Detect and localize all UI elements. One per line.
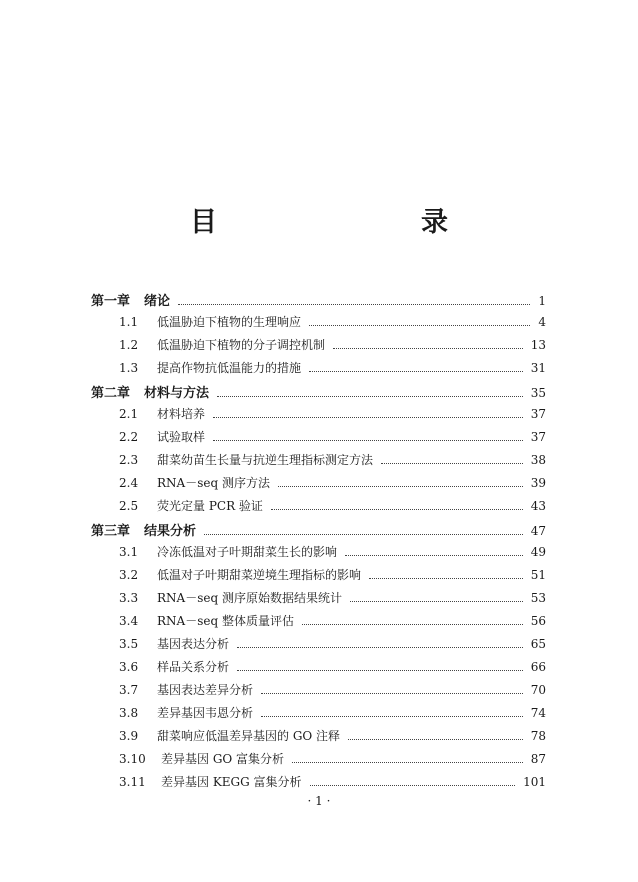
toc-entry-title: 基因表达差异分析 (157, 683, 254, 697)
toc-entry-page: 1 (538, 294, 546, 308)
toc-entry-number: 3.1 (119, 545, 139, 559)
toc-entry-page: 38 (530, 453, 546, 467)
toc-entry-title: 低温胁迫下植物的分子调控机制 (157, 338, 326, 352)
toc-entry-page: 53 (530, 591, 546, 605)
toc-section-row[interactable] (91, 474, 546, 497)
toc-entry-title: 样品关系分析 (157, 660, 230, 674)
toc-section-row[interactable] (91, 428, 546, 451)
toc-section-row[interactable] (91, 313, 546, 336)
toc-section-row[interactable] (91, 773, 546, 796)
toc-entry-number: 2.4 (119, 476, 139, 490)
toc-entry-number: 2.2 (119, 430, 139, 444)
toc-entry-number: 第二章 (91, 386, 131, 401)
toc-section-row[interactable] (91, 704, 546, 727)
toc-entry-title: 试验取样 (157, 430, 206, 444)
toc-entry-page: 31 (530, 361, 546, 375)
toc-entry-page: 65 (530, 637, 546, 651)
toc-entry-number: 3.10 (119, 752, 146, 766)
dot-leader (213, 440, 523, 441)
dot-leader (278, 486, 523, 487)
toc-entry-page: 49 (530, 545, 546, 559)
toc-section-row[interactable] (91, 658, 546, 681)
dot-leader (237, 670, 523, 671)
toc-entry-title: 绪论 (144, 294, 171, 309)
toc-entry-title: RNA－seq 测序原始数据结果统计 (157, 591, 342, 605)
toc-section-row[interactable] (91, 612, 546, 635)
toc-entry-number: 3.6 (119, 660, 139, 674)
toc-section-row[interactable] (91, 589, 546, 612)
dot-leader (345, 555, 523, 556)
dot-leader (261, 716, 523, 717)
toc-entry-page: 66 (530, 660, 546, 674)
toc-entry-number: 3.11 (119, 775, 146, 789)
toc-entry-title: 差异基因 KEGG 富集分析 (161, 775, 302, 789)
toc-entry-number: 3.7 (119, 683, 139, 697)
toc-entry-title: 甜菜幼苗生长量与抗逆生理指标测定方法 (157, 453, 374, 467)
toc-entry-title: 结果分析 (144, 524, 197, 539)
toc-section-row[interactable] (91, 543, 546, 566)
dot-leader (178, 304, 530, 305)
toc-section-row[interactable] (91, 635, 546, 658)
dot-leader (302, 624, 523, 625)
toc-chapter-row[interactable] (91, 382, 546, 405)
dot-leader (213, 417, 523, 418)
toc-entry-title: 提高作物抗低温能力的措施 (157, 361, 302, 375)
toc-entry-page: 4 (538, 315, 546, 329)
page-title: 目 录 (190, 207, 498, 238)
toc-entry-number: 1.2 (119, 338, 139, 352)
toc-section-row[interactable] (91, 359, 546, 382)
toc-entry-page: 35 (530, 386, 546, 400)
toc-section-row[interactable] (91, 681, 546, 704)
dot-leader (333, 348, 523, 349)
toc-entry-page: 39 (530, 476, 546, 490)
toc-entry-title: 荧光定量 PCR 验证 (157, 499, 263, 513)
dot-leader (309, 325, 530, 326)
toc-section-row[interactable] (91, 566, 546, 589)
toc-entry-number: 第一章 (91, 294, 131, 309)
toc-chapter-row[interactable] (91, 520, 546, 543)
toc-entry-page: 70 (530, 683, 546, 697)
toc-entry-number: 2.1 (119, 407, 139, 421)
toc-entry-page: 37 (530, 430, 546, 444)
toc-entry-page: 78 (530, 729, 546, 743)
toc-entry-page: 51 (530, 568, 546, 582)
toc-entry-page: 74 (530, 706, 546, 720)
dot-leader (309, 371, 523, 372)
dot-leader (369, 578, 523, 579)
toc-entry-title: 低温胁迫下植物的生理响应 (157, 315, 302, 329)
toc-entry-number: 2.3 (119, 453, 139, 467)
toc-entry-number: 第三章 (91, 524, 131, 539)
toc-entry-number: 3.3 (119, 591, 139, 605)
toc-section-row[interactable] (91, 750, 546, 773)
dot-leader (310, 785, 516, 786)
toc-entry-title: 低温对子叶期甜菜逆境生理指标的影响 (157, 568, 362, 582)
toc-section-row[interactable] (91, 451, 546, 474)
toc-section-row[interactable] (91, 727, 546, 750)
toc-entry-number: 3.4 (119, 614, 139, 628)
toc-entry-number: 3.9 (119, 729, 139, 743)
toc-entry-title: 材料培养 (157, 407, 206, 421)
toc-entry-title: 基因表达分析 (157, 637, 230, 651)
toc-entry-number: 3.2 (119, 568, 139, 582)
toc-entry-number: 1.1 (119, 315, 139, 329)
dot-leader (350, 601, 523, 602)
dot-leader (204, 534, 523, 535)
toc-section-row[interactable] (91, 497, 546, 520)
toc-entry-title: 冷冻低温对子叶期甜菜生长的影响 (157, 545, 338, 559)
page-number-footer: · 1 · (307, 794, 331, 808)
toc-entry-page: 37 (530, 407, 546, 421)
toc-entry-number: 2.5 (119, 499, 139, 513)
dot-leader (292, 762, 523, 763)
toc-entry-page: 43 (530, 499, 546, 513)
toc-entry-page: 47 (530, 524, 546, 538)
toc-entry-page: 56 (530, 614, 546, 628)
toc-entry-page: 101 (523, 775, 546, 789)
toc-entry-title: 差异基因 GO 富集分析 (161, 752, 285, 766)
dot-leader (217, 396, 523, 397)
toc-entry-title: 甜菜响应低温差异基因的 GO 注释 (157, 729, 341, 743)
dot-leader (237, 647, 523, 648)
toc-entry-title: 材料与方法 (144, 386, 210, 401)
toc-entry-title: 差异基因韦恩分析 (157, 706, 254, 720)
toc-entry-number: 3.5 (119, 637, 139, 651)
dot-leader (348, 739, 523, 740)
toc-section-row[interactable] (91, 405, 546, 428)
toc-entry-number: 1.3 (119, 361, 139, 375)
toc-entry-page: 87 (530, 752, 546, 766)
dot-leader (261, 693, 523, 694)
dot-leader (271, 509, 523, 510)
table-of-contents (91, 290, 546, 796)
toc-section-row[interactable] (91, 336, 546, 359)
toc-entry-page: 13 (530, 338, 546, 352)
toc-entry-number: 3.8 (119, 706, 139, 720)
toc-chapter-row[interactable] (91, 290, 546, 313)
dot-leader (381, 463, 523, 464)
toc-entry-title: RNA－seq 整体质量评估 (157, 614, 294, 628)
toc-entry-title: RNA－seq 测序方法 (157, 476, 270, 490)
